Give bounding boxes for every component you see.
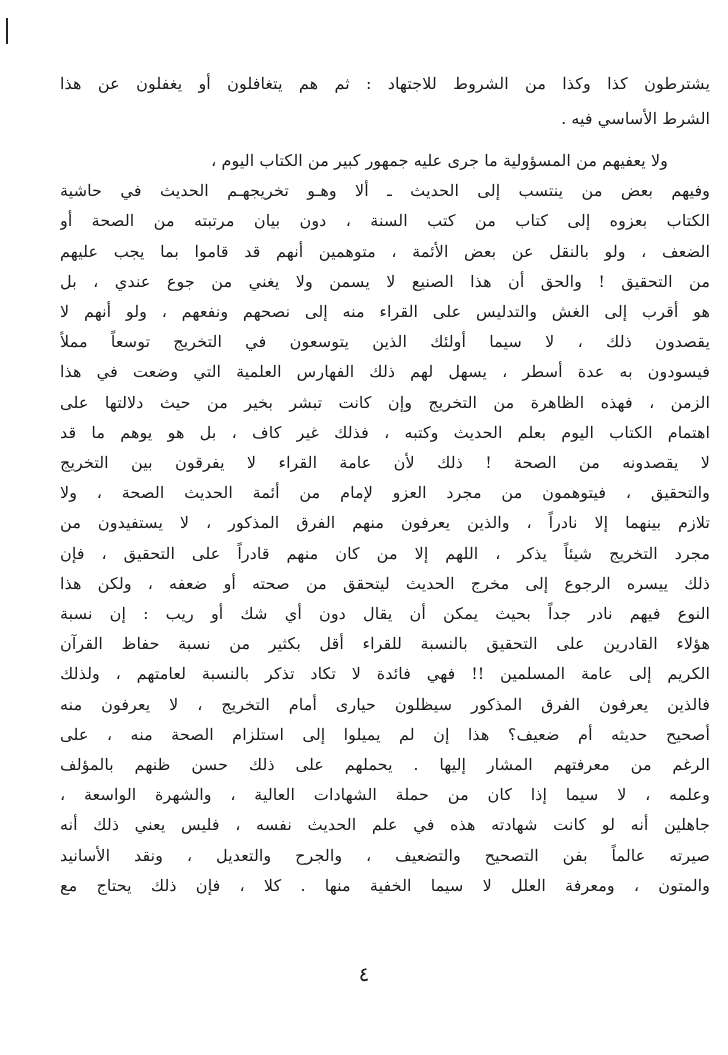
text-line: النوع فيهم نادر جداً بحيث يمكن أن يقال دون أي شك أو ريب : إن نسبة: [60, 604, 710, 624]
text-line: ذلك ييسره الرجوع إلى مخرج الحديث ليتحقق من صحته أو ضعفه ، ولكن هذا: [60, 573, 710, 593]
text-line: هو أقرب إلى الغش والتدليس على القراء منه إلى نصحهم ونفعهم ، ولو أنهم لا: [60, 302, 710, 322]
margin-mark: [6, 18, 8, 44]
text-line: أصحيح حديثه أم ضعيف؟ هذا إن لم يميلوا إلى استلزام الصحة منه ، على: [60, 724, 710, 744]
text-line: يقصدون ذلك ، لا سيما أولئك الذين يتوسعون في التخريج توسعاً مملاً: [60, 332, 710, 352]
text-line: الكريم إلى عامة المسلمين !! فهي فائدة لا تكاد تذكر بالنسبة لعامتهم ، ولذلك: [60, 664, 710, 684]
text-line: مجرد التخريج شيئاً يذكر ، اللهم إلا من كان منهم قادراً على التحقيق ، فإن: [60, 543, 710, 563]
text-line: الضعف ، ولو بالنقل عن بعض الأئمة ، متوهمين أنهم قد قاموا بما يجب عليهم: [60, 241, 710, 261]
text-line: فالذين يعرفون الفرق المذكور سيظلون حيارى أمام التخريج ، لا يعرفون منه: [60, 694, 710, 714]
text-line: والتحقيق ، فيتوهمون من مجرد العزو لإمام من أئمة الحديث الصحة ، ولا: [60, 483, 710, 503]
text-line: صيرته عالماً بفن التصحيح والتضعيف ، والجرح والتعديل ، ونقد الأسانيد: [60, 845, 710, 865]
text-line: ولا يعفيهم من المسؤولية ما جرى عليه جمهور كبير من الكتاب اليوم ،: [211, 151, 668, 170]
paragraph-2: [60, 146, 710, 901]
page-number: ٤: [358, 962, 370, 986]
paragraph-1: [60, 67, 710, 136]
text-line: هؤلاء القادرين على التحقيق بالنسبة للقراء أقل بكثير من نسبة حفاظ القرآن: [60, 634, 710, 654]
text-line: من التحقيق ! والحق أن هذا الصنيع لا يسمن ولا يغني من جوع عندي ، بل: [60, 271, 710, 291]
text-line: فيسودون به عدة أسطر ، يسهل لهم ذلك الفهارس العلمية التي وضعت في هذا: [60, 362, 710, 382]
text-line: وفيهم بعض من ينتسب إلى الحديث ـ ألا وهـو تخريجهـم الحديث في حاشية: [60, 181, 710, 201]
text-line: لا يقصدونه من الصحة ! ذلك لأن عامة القراء لا يفرقون بين التخريج: [60, 453, 710, 473]
text-line: الشرط الأساسي فيه .: [561, 108, 710, 128]
text-line: اهتمام الكتاب اليوم بعلم الحديث وكتبه ، فذلك غير كاف ، بل هو يوهم ما قد: [60, 422, 710, 442]
text-line: تلازم بينهما إلا نادراً ، والذين يعرفون منهم الفرق المذكور ، لا يستفيدون من: [60, 513, 710, 533]
text-line: جاهلين أنه لو كانت شهادته هذه في علم الحديث نفسه ، فليس يعني ذلك أنه: [60, 815, 710, 835]
text-line: يشترطون كذا وكذا من الشروط للاجتهاد : ثم هم يتغافلون أو يغفلون عن هذا: [60, 74, 710, 93]
text-line: الزمن ، فهذه الظاهرة من التخريج وإن كانت تبشر بخير من حيث دلالتها على: [60, 392, 710, 412]
text-line: الرغم من معرفتهم المشار إليها . يحملهم على ذلك حسن ظنهم بالمؤلف: [60, 755, 710, 775]
text-line: وعلمه ، لا سيما إذا كان من حملة الشهادات العالية ، والشهرة الواسعة ،: [60, 785, 710, 805]
text-line: الكتاب بعزوه إلى كتاب من كتب السنة ، دون بيان مرتبته من الصحة أو: [60, 211, 710, 231]
text-line: والمتون ، ومعرفة العلل لا سيما الخفية منها . كلا ، فإن ذلك يحتاج مع: [60, 875, 710, 895]
